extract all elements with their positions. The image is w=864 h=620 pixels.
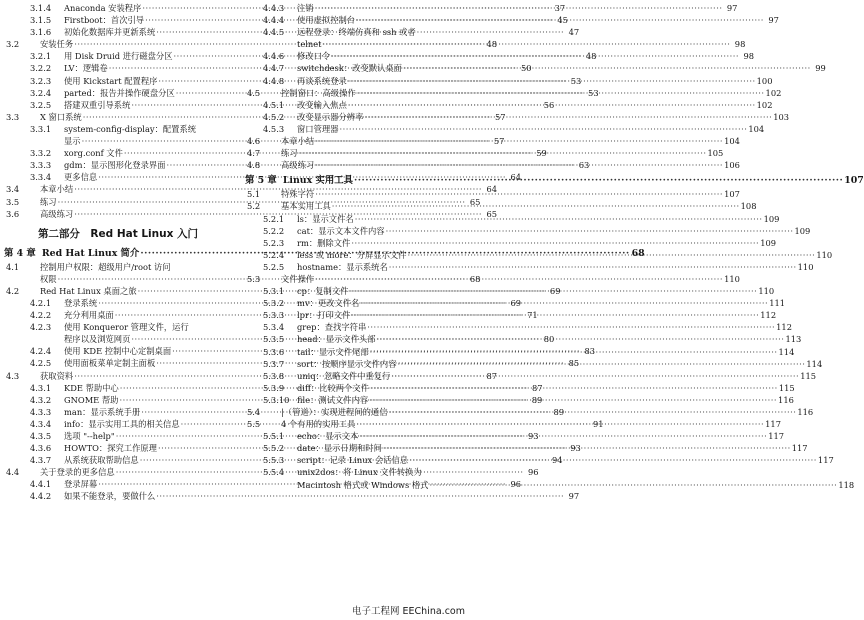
dot-leader (409, 454, 817, 466)
section-number: 3.1.5 (30, 15, 52, 26)
dot-leader (351, 309, 759, 321)
section-title: 再谈系统登录 (297, 75, 347, 86)
page-number: 102 (756, 99, 773, 110)
section-title: Firstboot：首次引导 (64, 15, 145, 26)
section-number: 5.2.5 (263, 261, 285, 272)
section-title: HOWTO：探究工作原理 (64, 443, 157, 454)
section-number: 5.3.5 (263, 334, 285, 345)
dot-leader (377, 333, 785, 345)
page-number: 116 (778, 394, 794, 405)
section-number: 3.4 (6, 184, 20, 195)
toc-entry (245, 237, 777, 249)
section-number: 3.2.3 (30, 75, 52, 86)
section-number: 5.3.10 (263, 394, 290, 405)
section-number: 4.4.2 (30, 491, 52, 502)
dot-leader (315, 273, 723, 285)
section-title: Anaconda 安装程序 (64, 3, 142, 13)
page-number: 110 (797, 261, 814, 272)
dot-leader (367, 321, 775, 333)
dot-leader (359, 430, 767, 442)
toc-entry (245, 261, 814, 273)
section-title-continued: 显示 (64, 136, 81, 147)
section-number: 5.2.2 (263, 225, 285, 236)
section-title: X 窗口系统 (40, 111, 82, 122)
section-title: 高级练习 (281, 160, 315, 171)
section-title: Red Hat Linux 桌面之旅 (40, 285, 137, 296)
section-number: 4.4 (6, 467, 20, 478)
page-number: 107 (844, 175, 864, 187)
section-number: 5.3.9 (263, 382, 285, 393)
section-number: 4.3.5 (30, 431, 52, 441)
page-number: 118 (838, 479, 855, 490)
dot-leader (391, 370, 799, 382)
section-title: LV：逻辑卷 (64, 63, 108, 74)
page-number: 117 (817, 455, 834, 466)
section-title: switchdesk：改变默认桌面 (297, 63, 402, 74)
section-title: cp：复制文件 (297, 286, 349, 297)
section-title: 改变输入焦点 (297, 99, 347, 110)
section-title: 本章小结 (40, 184, 74, 195)
section-number: 4.6 (247, 136, 261, 147)
page-number: 94 (551, 455, 563, 466)
section-title: 练习 (40, 196, 57, 207)
part-heading: 第二部分 Red Hat Linux 入门 (37, 227, 199, 240)
page-number: 93 (570, 443, 581, 454)
dot-leader (364, 111, 772, 123)
section-number: 4.3.6 (30, 443, 52, 454)
dot-leader (407, 249, 815, 261)
section-title: 用 Disk Druid 进行磁盘分区 (64, 51, 173, 62)
section-number: 5.5.3 (263, 455, 285, 466)
section-number: 第 4 章 (4, 247, 36, 259)
dot-leader (369, 394, 777, 406)
toc-entry (245, 225, 811, 237)
section-number: 4.1 (6, 261, 20, 272)
section-title: 关于登录的更多信息 (40, 467, 115, 478)
section-number: 4.2.2 (30, 310, 52, 321)
section-number: 3.2.4 (30, 87, 52, 98)
page-number: 98 (743, 51, 755, 62)
dot-leader (354, 173, 843, 188)
section-title: 控制用户权限：超级用户/root 访问 (40, 261, 171, 272)
toc-entry (245, 123, 765, 135)
page-number: 63 (578, 160, 590, 171)
dot-leader (315, 188, 723, 200)
page-number: 112 (776, 322, 792, 333)
section-title: date：显示日期和时间 (297, 443, 382, 454)
dot-leader (360, 297, 768, 309)
dot-leader (331, 50, 739, 62)
section-number: 4.4.3 (263, 3, 285, 13)
section-number: 4.3.7 (30, 455, 52, 466)
page-number: 110 (758, 286, 775, 297)
page-number: 64 (486, 184, 498, 195)
section-number: 3.1.4 (30, 3, 52, 13)
section-number: 3.2 (6, 39, 20, 50)
page-number: 99 (815, 63, 826, 74)
section-number: 5.3.7 (263, 358, 285, 369)
page-number: 45 (557, 15, 568, 26)
dot-leader (315, 2, 723, 14)
section-title: 使用虚拟控制台 (297, 15, 356, 26)
section-number: 4.4.5 (263, 27, 285, 38)
page-number: 102 (765, 87, 782, 98)
page-number: 110 (816, 249, 833, 260)
page-number: 50 (521, 63, 532, 74)
page-number: 87 (532, 382, 543, 393)
page-number: 107 (724, 189, 740, 200)
section-title: script：记录 Linux 会话信息 (297, 455, 409, 466)
section-number: 5.4 (247, 407, 261, 417)
section-number: 5.1 (247, 189, 261, 200)
section-title-continued: telnet (297, 39, 322, 50)
section-title: head：显示文件头部 (297, 334, 376, 345)
page-number: 71 (527, 310, 538, 321)
section-number: 4.4.6 (263, 51, 285, 62)
section-number: 4.3.4 (30, 418, 52, 429)
section-number: 5.3.6 (263, 346, 285, 357)
section-title: |（管道）：实现进程间的通信 (281, 407, 388, 417)
page-number: 115 (800, 370, 817, 381)
section-number: 5.5.4 (263, 467, 285, 478)
page-number: 106 (724, 160, 740, 171)
page-number: 56 (543, 99, 555, 110)
section-title-continued: Macintosh 格式或 Windows 格式 (297, 479, 429, 490)
section-title: 充分利用桌面 (64, 310, 114, 321)
section-number: 4.2.5 (30, 358, 52, 369)
section-title: Red Hat Linux 简介 (41, 247, 140, 259)
section-title: ls：显示文件名 (297, 213, 354, 224)
section-number: 5.3 (247, 273, 261, 284)
section-title: unix2dos：将 Linux 文件转换为 (297, 467, 422, 478)
section-number: 4.2.4 (30, 346, 52, 357)
section-number: 5.3.2 (263, 298, 285, 309)
page-number: 104 (748, 123, 765, 134)
section-title: rm：删除文件 (297, 237, 351, 248)
section-title: 改变显示器分辨率 (297, 111, 364, 122)
page-number: 65 (469, 196, 481, 207)
section-title: 本章小结 (281, 136, 315, 147)
page-number: 57 (495, 111, 506, 122)
section-title: man：显示系统手册 (64, 406, 141, 417)
section-title: info：显示实用工具的相关信息 (64, 418, 180, 429)
dot-leader (357, 87, 765, 99)
page-number: 108 (740, 201, 757, 212)
page-number: 37 (554, 3, 566, 13)
page-number: 48 (585, 51, 597, 62)
section-title: 特殊字符 (281, 189, 315, 200)
section-number: 4.4.8 (263, 75, 285, 86)
page-number: 89 (553, 406, 565, 417)
section-title: Linux 实用工具 (282, 175, 353, 187)
page-number: 48 (486, 39, 498, 50)
page-number: 83 (584, 346, 596, 357)
section-number: 5.2.4 (263, 249, 285, 260)
section-number: 4.7 (247, 148, 261, 159)
dot-leader (156, 490, 564, 502)
page-number: 53 (570, 75, 582, 86)
section-number: 3.3.4 (30, 172, 52, 183)
section-title: 使用 KDE 控制中心定制桌面 (64, 346, 172, 357)
section-title: diff：比较两个文件 (297, 382, 369, 393)
dot-leader (349, 285, 757, 297)
section-number: 3.3.1 (30, 123, 52, 134)
section-number: 4.8 (247, 160, 261, 171)
page-number: 117 (768, 431, 785, 442)
page-number: 114 (806, 358, 823, 369)
page-number: 96 (510, 479, 522, 490)
section-number: 3.2.1 (30, 51, 52, 62)
page-number: 111 (769, 298, 786, 309)
page-number: 98 (734, 39, 746, 50)
page-number: 97 (768, 15, 779, 26)
dot-leader (370, 346, 778, 358)
section-number: 5.5.2 (263, 443, 285, 454)
section-title: 使用面板菜单定制主面板 (64, 358, 156, 369)
section-title: 选项 "--help" (64, 431, 115, 441)
section-number: 4.4.4 (263, 15, 285, 26)
dot-leader (340, 123, 748, 135)
page-number: 87 (486, 370, 498, 381)
section-number: 3.5 (6, 196, 20, 207)
section-number: 3.2.2 (30, 63, 52, 74)
dot-leader (315, 159, 723, 171)
section-title: less 或 more：分屏显示文件 (297, 249, 407, 260)
section-number: 4.5.3 (263, 123, 285, 134)
section-title: 文件操作 (281, 273, 315, 284)
section-title-continued: 权限 (40, 273, 57, 284)
section-title: parted：报告并操作硬盘分区 (64, 87, 175, 98)
section-title: 4 个有用的实用工具 (281, 419, 356, 430)
page-number: 109 (763, 213, 780, 224)
section-title: 练习 (281, 148, 298, 159)
dot-leader (389, 406, 797, 418)
section-number: 5.3.8 (263, 370, 285, 381)
section-number: 5.5 (247, 419, 261, 430)
dot-leader (348, 75, 756, 87)
section-title: 窗口管理器 (297, 123, 339, 134)
dot-leader (355, 213, 763, 225)
page-number: 97 (726, 3, 738, 13)
page-number: 112 (760, 310, 777, 321)
section-title: mv：更改文件名 (297, 298, 360, 309)
section-title: KDE 帮助中心 (64, 382, 119, 393)
dot-leader (356, 14, 764, 26)
page-number: 68 (469, 273, 481, 284)
dot-leader (386, 225, 794, 237)
section-title: xorg.conf 文件 (64, 148, 123, 159)
dot-leader (383, 442, 791, 454)
section-number: 4.5.2 (263, 111, 285, 122)
dot-leader (348, 99, 756, 111)
section-number: 4.4.7 (263, 63, 285, 74)
dot-leader (356, 418, 764, 430)
page-number: 53 (588, 87, 599, 98)
page-number: 115 (778, 382, 795, 393)
page-number: 116 (797, 407, 814, 417)
dot-leader (370, 382, 778, 394)
section-title: hostname：显示系统名 (297, 261, 388, 272)
section-number: 4.2.1 (30, 297, 52, 308)
page-number: 91 (592, 418, 604, 429)
section-title: sort：按顺序显示文件内容 (297, 358, 397, 369)
page-number: 100 (756, 75, 773, 86)
section-title: 获取资料 (40, 370, 74, 381)
section-number: 第 5 章 (245, 175, 277, 187)
dot-leader (351, 237, 759, 249)
section-number: 5.2.3 (263, 237, 285, 248)
section-number: 4.2 (6, 285, 20, 296)
page-number: 117 (791, 443, 808, 454)
section-title: 登录屏幕 (64, 479, 98, 490)
page-number: 85 (568, 358, 580, 369)
section-number: 4.2.3 (30, 322, 52, 333)
toc-entry (245, 321, 792, 333)
section-title: 使用 Konqueror 管理文件，运行 (64, 322, 189, 333)
page-number: 109 (794, 225, 811, 236)
section-title: tail：显示文件尾部 (297, 346, 369, 357)
section-number: 4.5 (247, 87, 261, 98)
section-title: 高级练习 (40, 208, 74, 219)
page-number: 47 (568, 27, 580, 38)
section-title: grep：查找字符串 (297, 322, 367, 333)
section-title: 更多信息 (64, 172, 98, 183)
page-number: 97 (568, 491, 580, 502)
section-title: gdm：显示图形化登录界面 (64, 160, 166, 171)
section-number: 3.1.6 (30, 27, 52, 38)
page-number: 109 (760, 237, 777, 248)
section-number: 5.2 (247, 201, 261, 212)
dot-leader (315, 135, 723, 147)
section-number: 4.3.1 (30, 382, 52, 393)
section-title: 初始化数据库并更新系统 (64, 27, 156, 38)
section-title-continued: 程序以及浏览网页 (64, 334, 131, 345)
dot-leader (389, 261, 797, 273)
section-title: 基本实用工具 (281, 201, 331, 212)
section-number: 3.3.3 (30, 160, 52, 171)
section-number: 4.3.2 (30, 394, 52, 405)
page-number: 93 (528, 431, 539, 441)
section-title: 登录系统 (64, 297, 98, 308)
page-number: 96 (527, 467, 539, 478)
page-number: 104 (724, 136, 740, 147)
dot-leader (323, 38, 731, 50)
dot-leader (332, 200, 740, 212)
section-title: 修改口令 (297, 51, 331, 62)
section-number: 5.5.1 (263, 431, 285, 442)
section-number: 4.4.1 (30, 479, 52, 490)
page-number: 89 (531, 394, 543, 405)
section-number: 3.3 (6, 111, 20, 122)
dot-leader (429, 479, 837, 491)
section-title: 如果不能登录，要做什么 (64, 491, 156, 502)
page-number: 68 (631, 247, 645, 259)
dot-leader (299, 147, 707, 159)
page-number: 65 (486, 208, 498, 219)
page-number: 80 (543, 334, 555, 345)
section-number: 3.3.2 (30, 148, 52, 159)
section-title: echo：显示文本 (297, 431, 359, 442)
section-title: system-config-display：配置系统 (64, 123, 197, 134)
section-title: lpr：打印文件 (297, 310, 351, 321)
page-number: 105 (707, 148, 724, 159)
page-number: 59 (536, 148, 547, 159)
page-number: 57 (493, 136, 505, 147)
section-title: 从系统获取帮助信息 (64, 455, 139, 466)
section-number: 4.3 (6, 370, 20, 381)
section-title: 搭建双重引导系统 (64, 99, 131, 110)
section-number: 5.2.1 (263, 213, 285, 224)
section-title: 远程登录：终端仿真和 ssh 或者 (297, 27, 416, 38)
section-number: 5.3.3 (263, 310, 285, 321)
section-number: 3.2.5 (30, 99, 52, 110)
section-number: 3.6 (6, 208, 20, 219)
section-title: file：测试文件内容 (297, 394, 369, 405)
page-number: 114 (778, 346, 795, 357)
page-number: 103 (773, 111, 790, 122)
dot-leader (403, 62, 811, 74)
dot-leader (398, 358, 806, 370)
page-number: 117 (765, 419, 781, 430)
section-number: 4.3.3 (30, 406, 52, 417)
section-title: GNOME 帮助 (64, 394, 119, 405)
section-title: uniq：忽略文件中重复行 (297, 370, 391, 381)
page-number: 64 (510, 172, 522, 183)
section-title: 注销 (297, 3, 314, 13)
page-number: 113 (785, 334, 802, 345)
watermark-text: 电子工程网 EEChina.com (350, 603, 467, 617)
page-number: 110 (724, 273, 740, 284)
section-title: cat：显示文本文件内容 (297, 225, 385, 236)
section-title: 控制窗口：高级操作 (281, 87, 356, 98)
page-number: 69 (510, 297, 522, 308)
section-title: 安装任务 (40, 39, 74, 50)
section-title: 使用 Kickstart 配置程序 (64, 75, 158, 86)
toc-entry (4, 490, 580, 502)
section-number: 5.3.4 (263, 322, 285, 333)
section-number: 5.3.1 (263, 286, 285, 297)
page-number: 69 (549, 285, 561, 296)
section-number: 4.5.1 (263, 99, 285, 110)
